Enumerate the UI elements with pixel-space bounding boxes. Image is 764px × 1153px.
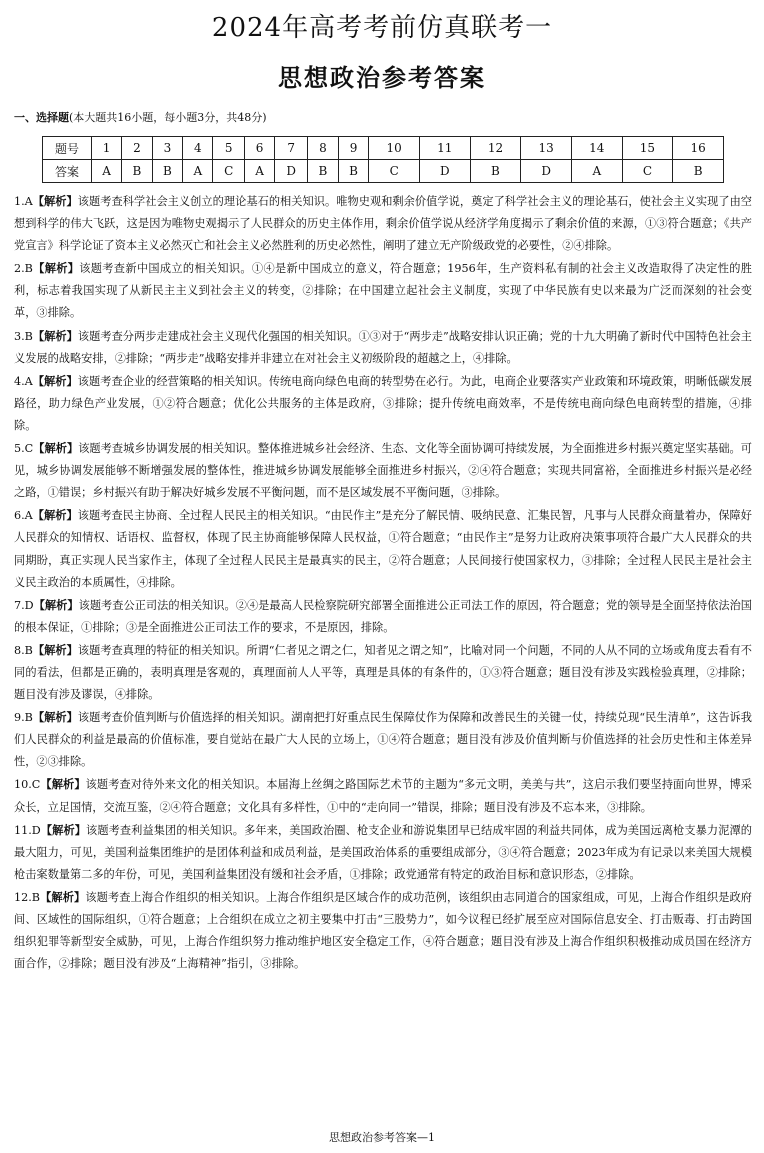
- item-text: 该题考查真理的特征的相关知识。所谓“仁者见之谓之仁，知者见之谓之知”，比喻对同一个问题，不同的人从不同的立场或角度去看有不同的看法，但都是正确的，表明真理是客观的，真理面前人人平等，真理是具体的有条件的，①③符合题意；题目没有涉及实践检验真理，②排除；题目没有涉及谬误，④排除。: [14, 643, 752, 702]
- explanation-item: [14, 257, 752, 324]
- answer-cell: D: [275, 160, 308, 183]
- item-number: 7.D: [14, 598, 34, 612]
- item-text: 该题考查价值判断与价值选择的相关知识。湖南把打好重点民生保障仗作为保障和改善民生的关键一仗，持续兑现“民生清单”，这告诉我们人民群众的利益是最高的价值标准，要自觉站在最广大人民的立场上，①④符合题意；题目没有涉及价值判断与价值选择的社会历史性和主体差异性，②③排除。: [14, 711, 752, 769]
- question-number: 11: [419, 137, 470, 160]
- question-number: 15: [622, 137, 673, 160]
- answer-cell: C: [369, 160, 420, 183]
- item-text: 该题考查公正司法的相关知识。②④是最高人民检察院研究部署全面推进公正司法工作的原因，符合题意；党的领导是全面坚持依法治国的根本保证，①排除；③是全面推进公正司法工作的要求，不是原因，排除。: [14, 598, 752, 634]
- answer-cell: A: [245, 160, 275, 183]
- question-number: 2: [122, 137, 153, 160]
- item-text: 该题考查民主协商、全过程人民民主的相关知识。“由民作主”是充分了解民情、吸纳民意、汇集民智，凡事与人民群众商量着办，保障好人民群众的知情权、话语权、监督权，体现了民主协商能够保障人民权益，①符合题意；“由民作主”是努力让政府决策事项符合最广大人民群众的共同期盼，真正实现人民当家作主，体现了全过程人民民主是最真实的民主，②符合题意；人民间接行使国家权力，③排除；全过程人民民主是社会主义民主政治的本质属性，④排除。: [14, 509, 752, 589]
- explanation-item: [14, 773, 752, 818]
- analysis-tag: 【解析】: [32, 194, 78, 208]
- analysis-tag: 【解析】: [40, 889, 86, 904]
- answer-cell: C: [213, 160, 245, 183]
- item-number: 4.A: [14, 374, 33, 388]
- answer-cell: B: [122, 160, 153, 183]
- page-footer: 思想政治参考答案—1: [329, 1131, 435, 1144]
- answer-cell: D: [521, 160, 572, 183]
- analysis-tag: 【解析】: [32, 328, 78, 343]
- item-text: 该题考查利益集团的相关知识。多年来，美国政治圈、枪支企业和游说集团早已结成牢固的利益共同体，成为美国远离枪支暴力泥潭的最大阻力，可见，美国利益集团维护的是团体利益和成员利益，是美国政治体系的重要组成部分，③④符合题意；2023年成为有记录以来美国大规模枪击案数量第二多的年份，可见，美国利益集团没有缓和社会矛盾，①排除；政党通常有特定的政治目标和意识形态，②排除。: [14, 823, 752, 881]
- explanation-item: [14, 706, 752, 773]
- explanation-item: [14, 437, 752, 504]
- analysis-tag: 【解析】: [33, 441, 79, 456]
- answer-cell: B: [470, 160, 521, 183]
- item-number: 12.B: [14, 890, 41, 904]
- question-number: 3: [152, 137, 183, 160]
- answer-row: [43, 160, 724, 183]
- item-number: 3.B: [14, 329, 33, 343]
- explanation-list: [14, 190, 752, 975]
- answer-cell: C: [622, 160, 673, 183]
- explanation-item: [14, 594, 752, 639]
- question-number: 4: [183, 137, 213, 160]
- item-number: 5.C: [14, 442, 34, 456]
- answer-cell: A: [183, 160, 213, 183]
- explanation-item: [14, 325, 752, 370]
- item-text: 该题考查城乡协调发展的相关知识。整体推进城乡社会经济、生态、文化等全面协调可持续发展，为全面推进乡村振兴奠定坚实基础。可见，城乡协调发展能够不断增强发展的整体性，推进城乡协调发展能够全面推进乡村振兴，②④符合题意；实现共同富裕，全面推进乡村振兴是必经之路，①错误；乡村振兴有助于解决好城乡发展不平衡问题，而不是区域发展不平衡问题，③排除。: [14, 442, 752, 500]
- item-text: 该题考查新中国成立的相关知识。①④是新中国成立的意义，符合题意；1956年，生产资料私有制的社会主义改造取得了决定性的胜利，标志着我国实现了从新民主主义到社会主义的转变，②排除；在中国建立起社会主义制度，实现了中华民族有史以来最为广泛而深刻的社会变革，③排除。: [14, 262, 752, 320]
- page-title: 2024年高考考前仿真联考一: [211, 13, 553, 43]
- answer-cell: B: [673, 160, 724, 183]
- question-number: 5: [213, 137, 245, 160]
- item-text: 该题考查科学社会主义创立的理论基石的相关知识。唯物史观和剩余价值学说，奠定了科学社会主义的理论基石，使社会主义实现了由空想到科学的伟大飞跃，这是因为唯物史观揭示了人民群众的历史主体作用，剩余价值学说从经济学角度揭示了剩余价值的来源，①③符合题意；《共产党宣言》科学论证了资本主义必然灭亡和社会主义必然胜利的历史必然性，阐明了建立无产阶级政党的必要性，②④排除。: [14, 195, 752, 253]
- explanation-item: [14, 819, 752, 886]
- question-number: 13: [521, 137, 572, 160]
- analysis-tag: 【解析】: [32, 373, 78, 388]
- analysis-tag: 【解析】: [32, 261, 80, 276]
- explanation-item: [14, 190, 752, 257]
- question-number: 10: [369, 137, 420, 160]
- answer-cell: D: [419, 160, 470, 183]
- answer-cell: B: [308, 160, 339, 183]
- answer-table: [42, 136, 724, 183]
- answer-cell: A: [571, 160, 622, 183]
- section-note: (本大题共16小题，每小题3分，共48分): [69, 111, 267, 124]
- row-label-number: 题号: [43, 137, 92, 160]
- explanation-item: [14, 639, 752, 706]
- analysis-tag: 【解析】: [32, 642, 78, 657]
- item-number: 8.B: [14, 643, 33, 657]
- question-number: 16: [673, 137, 724, 160]
- question-number: 6: [245, 137, 275, 160]
- question-number: 1: [92, 137, 122, 160]
- question-number: 9: [338, 137, 369, 160]
- item-number: 10.C: [14, 778, 41, 792]
- item-number: 1.A: [14, 195, 33, 208]
- analysis-tag: 【解析】: [32, 508, 78, 523]
- row-label-answer: 答案: [43, 160, 92, 183]
- page-subtitle: 思想政治参考答案: [278, 63, 486, 92]
- question-number-row: [43, 137, 724, 160]
- analysis-tag: 【解析】: [40, 822, 87, 837]
- section-label: 一、选择题: [14, 111, 69, 124]
- analysis-tag: 【解析】: [40, 777, 86, 792]
- explanation-item: [14, 370, 752, 437]
- explanation-item: [14, 504, 752, 593]
- question-number: 8: [308, 137, 339, 160]
- item-number: 11.D: [14, 823, 41, 837]
- item-number: 2.B: [14, 262, 33, 276]
- answer-cell: A: [92, 160, 122, 183]
- item-text: 该题考查分两步走建成社会主义现代化强国的相关知识。①③对于“两步走”战略安排认识正确；党的十九大明确了新时代中国特色社会主义发展的战略安排，②排除；“两步走”战略安排并非建立在对社会主义初级阶段的超越之上，④排除。: [14, 329, 752, 365]
- section-heading: [14, 110, 267, 126]
- question-number: 12: [470, 137, 521, 160]
- answer-cell: B: [338, 160, 369, 183]
- question-number: 14: [571, 137, 622, 160]
- item-text: 该题考查企业的经营策略的相关知识。传统电商向绿色电商的转型势在必行。为此，电商企业要落实产业政策和环境政策，明晰低碳发展路径，助力绿色产业发展，①②符合题意；优化公共服务的主体是政府，③排除；提升传统电商效率，不是传统电商向绿色电商转型的措施，④排除。: [14, 374, 752, 432]
- item-number: 6.A: [14, 509, 33, 523]
- item-text: 该题考查对待外来文化的相关知识。本届海上丝绸之路国际艺术节的主题为“多元文明，美美与共”，这启示我们要坚持面向世界，博采众长，立足国情，交流互鉴，②④符合题意；文化具有多样性，①中的“走向同一”错误，排除；题目没有涉及不忘本来，③排除。: [14, 778, 752, 814]
- answer-cell: B: [152, 160, 183, 183]
- analysis-tag: 【解析】: [33, 597, 79, 612]
- question-number: 7: [275, 137, 308, 160]
- explanation-item: [14, 886, 752, 975]
- item-text: 该题考查上海合作组织的相关知识。上海合作组织是区域合作的成功范例，该组织由志同道合的国家组成，可见，上海合作组织是政府间、区域性的国际组织，①符合题意；上合组织在成立之初主要集中打击“三股势力”，如今议程已经扩展至应对国际信息安全、打击贩毒、打击跨国组织犯罪等新型安全威胁，可见，上海合作组织努力推动维护地区安全稳定工作，④符合题意；题目没有涉及上海合作组织积极推动成员国在经济方面合作，②排除；题目没有涉及“上海精神”指引，③排除。: [14, 890, 752, 971]
- analysis-tag: 【解析】: [32, 710, 78, 725]
- item-number: 9.B: [14, 711, 33, 725]
